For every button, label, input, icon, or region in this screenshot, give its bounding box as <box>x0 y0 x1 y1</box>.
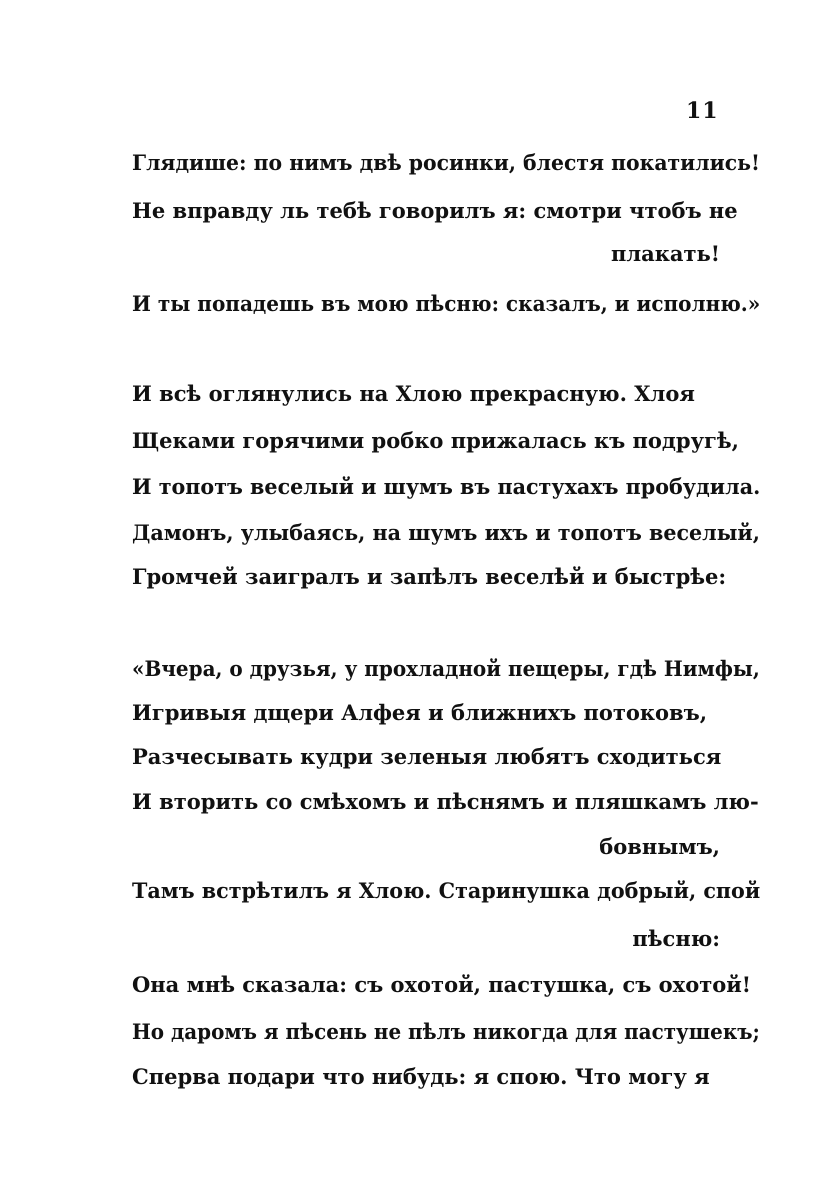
verse-line: «Вчера, о друзья, у прохладной пещеры, гдѣ Нимфы, <box>132 656 760 681</box>
verse-line: Тамъ встрѣтилъ я Хлою. Старинушка добрый, спой <box>132 878 761 903</box>
verse-line: И топотъ веселый и шумъ въ пастухахъ пробудила. <box>132 474 761 499</box>
verse-line: Не вправду ль тебѣ говорилъ я: смотри чтобъ не <box>132 198 738 223</box>
verse-line: И всѣ оглянулись на Хлою прекрасную. Хлоя <box>132 381 695 406</box>
page-number: 11 <box>686 98 719 124</box>
verse-line: Игривыя дщери Алфея и ближнихъ потоковъ, <box>132 700 708 725</box>
verse-line-continuation: плакать! <box>610 241 720 266</box>
verse-line-continuation: бовнымъ, <box>599 834 720 859</box>
verse-line: И ты попадешь въ мою пѣсню: сказалъ, и исполню.» <box>132 291 761 316</box>
verse-line: Дамонъ, улыбаясь, на шумъ ихъ и топотъ веселый, <box>132 520 760 545</box>
verse-line: Громчей заигралъ и запѣлъ веселѣй и быстрѣе: <box>132 564 727 589</box>
verse-line: Разчесывать кудри зеленыя любятъ сходиться <box>132 744 722 769</box>
verse-line: Щеками горячими робко прижалась къ подругѣ, <box>132 428 739 453</box>
verse-line: Но даромъ я пѣсень не пѣлъ никогда для пастушекъ; <box>132 1019 760 1044</box>
verse-line: Глядише: по нимъ двѣ росинки, блестя покатились! <box>132 150 760 175</box>
verse-line: Сперва подари что нибудь: я спою. Что могу я <box>132 1064 710 1089</box>
verse-line: Она мнѣ сказала: съ охотой, пастушка, съ охотой! <box>132 972 752 997</box>
verse-line-continuation: пѣсню: <box>632 926 720 951</box>
verse-line: И вторить со смѣхомъ и пѣснямъ и пляшкамъ лю- <box>132 789 759 814</box>
